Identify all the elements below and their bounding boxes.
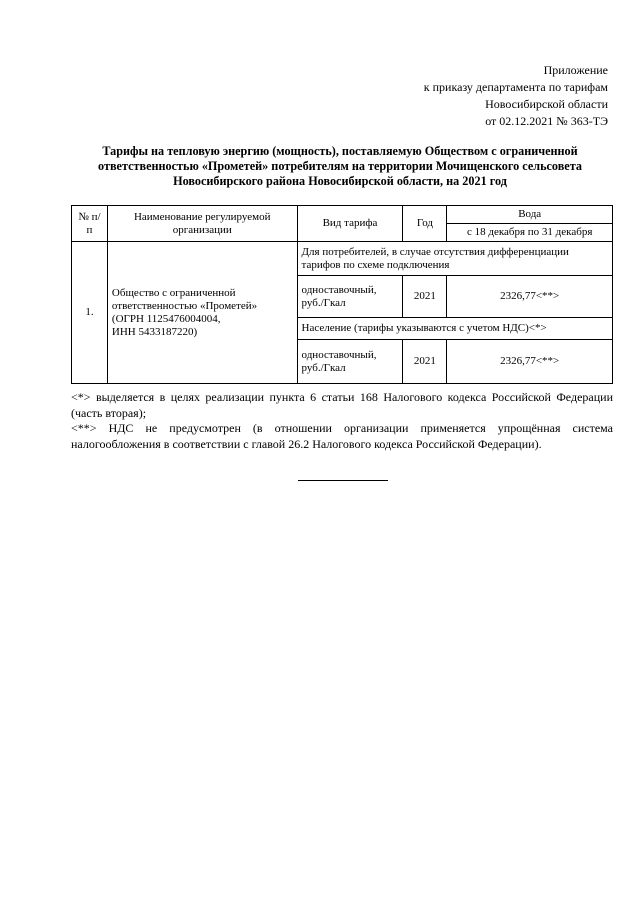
group1-year: 2021 [403,276,447,318]
separator-line [298,480,388,481]
document-title: Тарифы на тепловую энергию (мощность), поставляемую Обществом с ограниченной ответственностью «Прометей» потребителям на территории Мочищенского сельсовета Новосибирского района Новосибирской области, на 2021 год [98,144,582,188]
table-row [72,242,613,276]
group1-value: 2326,77<**> [447,276,613,318]
header-num: № п/п [72,206,108,242]
appendix-order-ref: к приказу департамента по тарифам [423,80,608,94]
group2-value: 2326,77<**> [447,340,613,384]
appendix-header [424,62,608,130]
header-tariff-type: Вид тарифа [297,206,403,242]
group2-tariff-type: одноставочный, руб./Гкал [297,340,403,384]
group1-tariff-type: одноставочный, руб./Гкал [297,276,403,318]
org-ogrn: (ОГРН 1125476004004, [111,312,221,325]
footnote-2: <**> НДС не предусмотрен (в отношении организации применяется упрощённая система налогообложения в соответствии с главой 26.2 Налогового кодекса Российской Федерации). [71,421,613,451]
appendix-region: Новосибирской области [485,97,608,111]
group2-label: Население (тарифы указываются с учетом НДС)<*> [297,318,612,340]
header-org: Наименование регулируемой организации [107,206,297,242]
row-num: 1. [72,242,108,384]
footnotes [71,390,613,452]
tariff-table [71,205,613,384]
header-year: Год [403,206,447,242]
group2-year: 2021 [403,340,447,384]
org-inn: ИНН 5433187220) [111,325,198,338]
table-header-row [72,206,613,224]
org-name: Общество с ограниченной ответственностью «Прометей» [111,286,258,312]
header-water: Вода [447,206,613,224]
group1-label: Для потребителей, в случае отсутствия дифференциации тарифов по схеме подключения [297,242,612,276]
footnote-1: <*> выделяется в целях реализации пункта 6 статьи 168 Налогового кодекса Российской Федерации (часть вторая); [71,390,613,420]
header-period: с 18 декабря по 31 декабря [447,224,613,242]
row-org [107,242,297,384]
appendix-order-date: от 02.12.2021 № 363-ТЭ [485,114,608,128]
appendix-label: Приложение [543,63,608,77]
